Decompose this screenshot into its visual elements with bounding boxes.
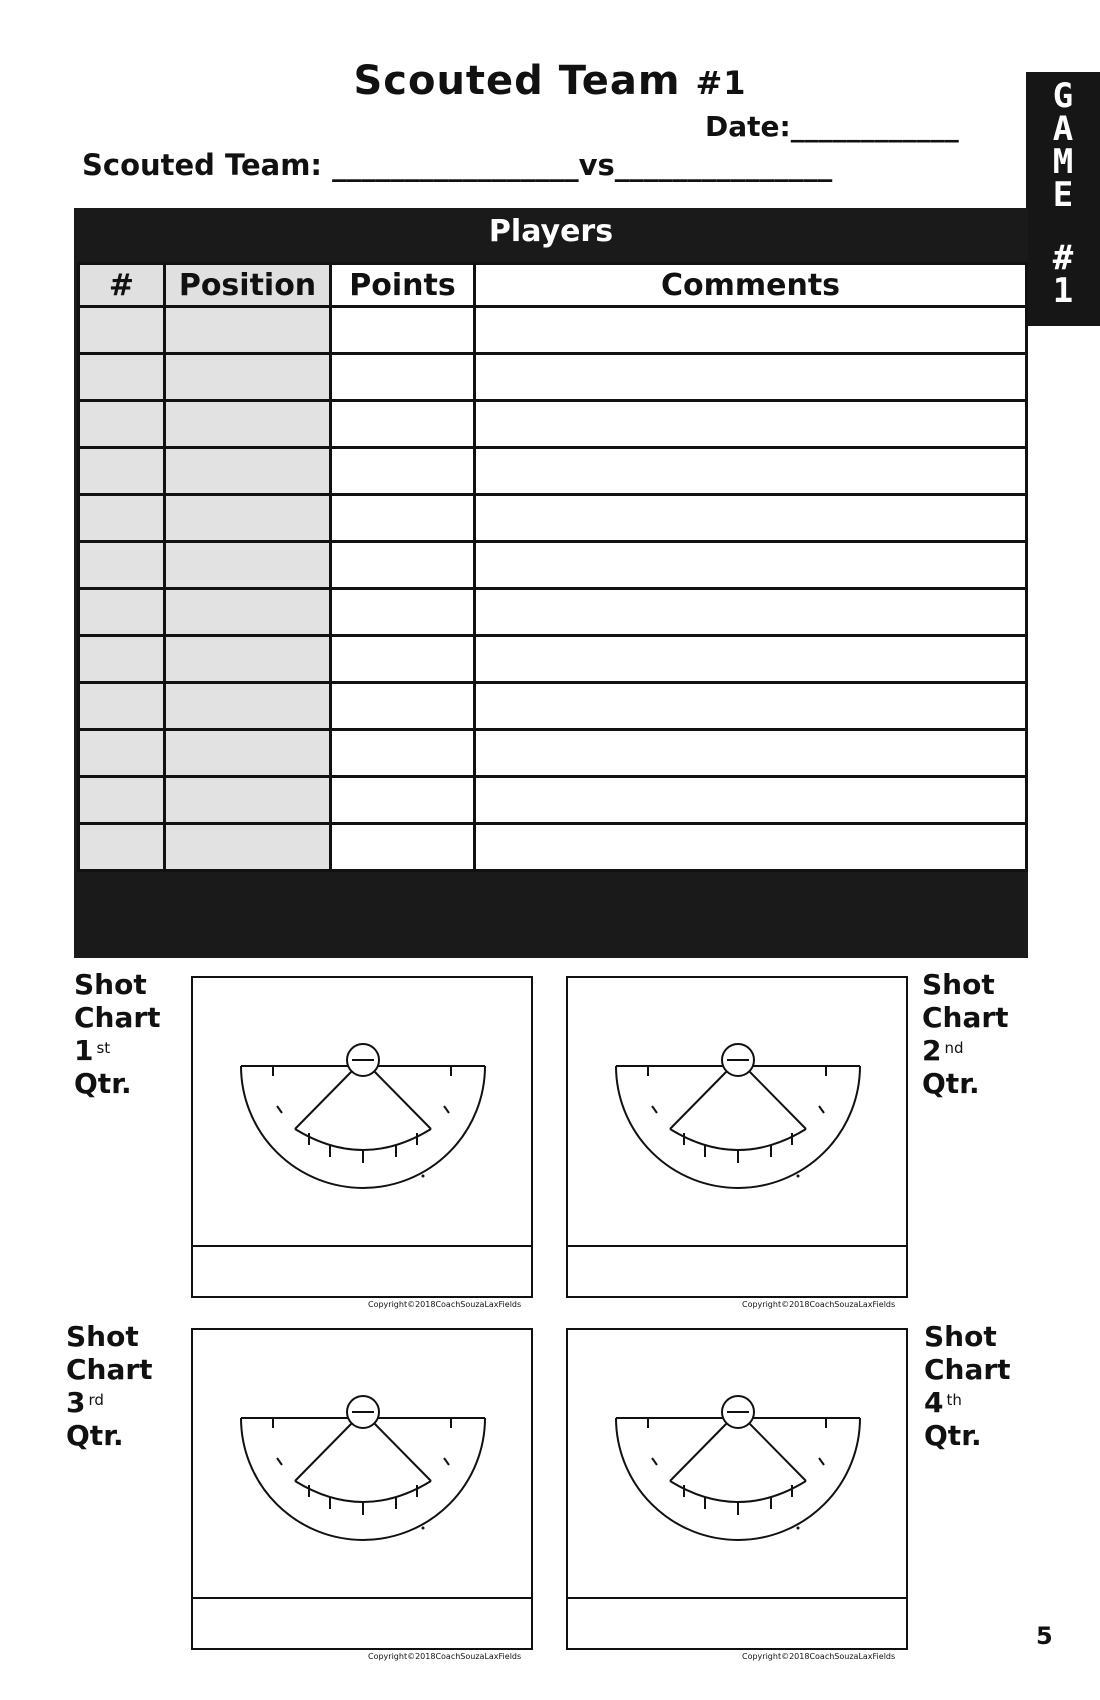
date-field[interactable]: Date:____________ [705,110,959,143]
hash-mark [444,1458,449,1465]
position-cell[interactable] [165,401,331,448]
number-cell[interactable] [79,636,165,683]
shot-chart-q3[interactable] [191,1328,533,1650]
game-tab-letter: M [1052,142,1074,182]
copyright-text: Copyright©2018CoachSouzaLaxFields [368,1652,522,1661]
position-cell[interactable] [165,824,331,871]
number-cell[interactable] [79,495,165,542]
fan-arc [241,1418,485,1540]
position-cell[interactable] [165,683,331,730]
comments-cell[interactable] [475,683,1027,730]
column-comments: Comments [475,264,1027,307]
field-diagram [193,978,531,1296]
points-cell[interactable] [331,730,475,777]
comments-cell[interactable] [475,401,1027,448]
number-cell[interactable] [79,683,165,730]
players-table [77,262,1028,872]
number-cell[interactable] [79,589,165,636]
page-title: Scouted Team #1 [353,58,747,104]
field-diagram [568,1330,906,1648]
left-diagonal [295,1422,353,1481]
points-cell[interactable] [331,354,475,401]
dot-mark [422,1527,425,1530]
game-tab-letter: G [1052,76,1074,116]
points-cell[interactable] [331,683,475,730]
fan-arc [616,1066,860,1188]
game-tab-number: 1 [1052,271,1074,311]
hash-mark [277,1106,282,1113]
hash-mark [444,1106,449,1113]
table-row [79,683,1027,730]
comments-cell[interactable] [475,777,1027,824]
number-cell[interactable] [79,730,165,777]
table-row [79,307,1027,354]
hash-mark [652,1458,657,1465]
fan-arc [241,1066,485,1188]
left-diagonal [670,1070,728,1129]
number-cell[interactable] [79,401,165,448]
game-tab [1026,72,1100,326]
field-diagram [193,1330,531,1648]
number-cell[interactable] [79,448,165,495]
inner-arc [670,1129,806,1150]
comments-cell[interactable] [475,589,1027,636]
right-diagonal [373,1070,431,1129]
dot-mark [797,1527,800,1530]
shot-chart-label-q3: Shot Chart 3 $^{rd}$ Qtr. [66,1320,153,1452]
points-cell[interactable] [331,777,475,824]
position-cell[interactable] [165,542,331,589]
column-position: Position [165,264,331,307]
table-row [79,495,1027,542]
table-row [79,636,1027,683]
right-diagonal [748,1070,806,1129]
comments-cell[interactable] [475,448,1027,495]
column-number: # [79,264,165,307]
position-cell[interactable] [165,307,331,354]
points-cell[interactable] [331,636,475,683]
title-number: #1 [695,64,747,102]
table-row [79,777,1027,824]
table-row [79,824,1027,871]
shot-chart-q4[interactable] [566,1328,908,1650]
points-cell[interactable] [331,448,475,495]
scouted-team-field[interactable]: Scouted Team: _________________vs_______________ [82,148,833,182]
inner-arc [295,1129,431,1150]
points-cell[interactable] [331,589,475,636]
left-diagonal [295,1070,353,1129]
shot-chart-q1[interactable] [191,976,533,1298]
page-number: 5 [1036,1622,1053,1650]
inner-arc [295,1481,431,1502]
hash-mark [819,1458,824,1465]
field-diagram [568,978,906,1296]
position-cell[interactable] [165,636,331,683]
table-row [79,354,1027,401]
comments-cell[interactable] [475,495,1027,542]
number-cell[interactable] [79,824,165,871]
shot-chart-label-q1: Shot Chart 1 $^{st}$ Qtr. [74,968,161,1100]
comments-cell[interactable] [475,824,1027,871]
table-row [79,542,1027,589]
column-points: Points [331,264,475,307]
points-cell[interactable] [331,824,475,871]
copyright-text: Copyright©2018CoachSouzaLaxFields [368,1300,522,1309]
table-row [79,589,1027,636]
hash-mark [819,1106,824,1113]
comments-cell[interactable] [475,307,1027,354]
shot-chart-label-q2: Shot Chart 2 $^{nd}$ Qtr. [922,968,1009,1100]
position-cell[interactable] [165,777,331,824]
left-diagonal [670,1422,728,1481]
position-cell[interactable] [165,730,331,777]
shot-chart-q2[interactable] [566,976,908,1298]
position-cell[interactable] [165,589,331,636]
inner-arc [670,1481,806,1502]
right-diagonal [748,1422,806,1481]
points-cell[interactable] [331,495,475,542]
shot-chart-label-q4: Shot Chart 4 $^{th}$ Qtr. [924,1320,1011,1452]
players-title: Players [488,214,614,249]
number-cell[interactable] [79,354,165,401]
points-cell[interactable] [331,401,475,448]
position-cell[interactable] [165,354,331,401]
table-header-row [79,264,1027,307]
comments-cell[interactable] [475,730,1027,777]
dot-mark [422,1175,425,1178]
copyright-text: Copyright©2018CoachSouzaLaxFields [742,1652,896,1661]
table-row [79,730,1027,777]
position-cell[interactable] [165,495,331,542]
number-cell[interactable] [79,777,165,824]
table-row [79,401,1027,448]
game-tab-hash: # [1052,238,1074,278]
game-tab-letter: A [1052,109,1074,149]
points-cell[interactable] [331,307,475,354]
fan-arc [616,1418,860,1540]
table-row [79,448,1027,495]
game-tab-letter: E [1052,175,1074,215]
position-cell[interactable] [165,448,331,495]
comments-cell[interactable] [475,354,1027,401]
comments-cell[interactable] [475,636,1027,683]
dot-mark [797,1175,800,1178]
hash-mark [277,1458,282,1465]
number-cell[interactable] [79,542,165,589]
comments-cell[interactable] [475,542,1027,589]
number-cell[interactable] [79,307,165,354]
hash-mark [652,1106,657,1113]
copyright-text: Copyright©2018CoachSouzaLaxFields [742,1300,896,1309]
points-cell[interactable] [331,542,475,589]
right-diagonal [373,1422,431,1481]
